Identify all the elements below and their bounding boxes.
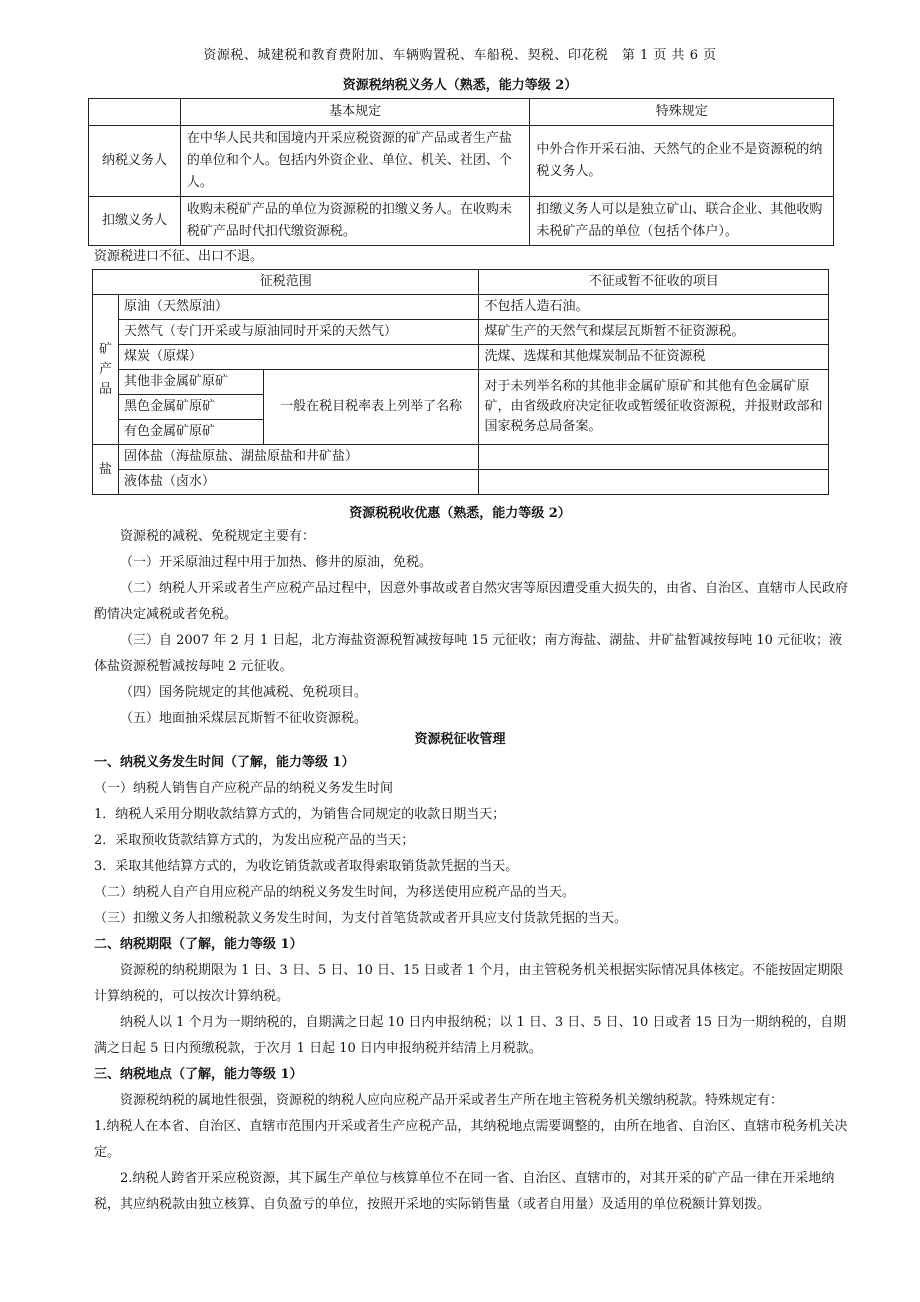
exempt-liquid-salt [479,470,829,495]
table-row [89,197,834,246]
scope-nonferrous: 有色金属矿原矿 [118,420,263,445]
paragraph: 资源税纳税的属地性很强，资源税的纳税人应向应税产品开采或者生产所在地主管税务机关缴纳税款。特殊规定有： [120,1093,784,1108]
section-title-taxpayer: 资源税纳税义务人（熟悉，能力等级 2） [342,78,578,93]
section-title-administration: 资源税征收管理 [414,732,506,747]
paragraph: （二）纳税人自产自用应税产品的纳税义务发生时间，为移送使用应税产品的当天。 [94,885,576,900]
group-salt: 盐 [93,445,119,495]
incentive-item: （三）自 2007 年 2 月 1 日起，北方海盐资源税暂减按每吨 15 元征收；南方海盐、湖盐、井矿盐暂减按每吨 10 元征收；液体盐资源税暂减按每吨 2 元征收。 [94,633,843,674]
paragraph: 资源税的纳税期限为 1 日、3 日、5 日、10 日、15 日或者 1 个月，由主管税务机关根据实际情况具体核定。不能按固定期限计算纳税的，可以按次计算纳税。 [94,963,844,1004]
page-header: 资源税、城建税和教育费附加、车辆购置税、车船税、契税、印花税 第 1 页 共 6 页 [203,48,717,63]
incentive-item: （四）国务院规定的其他减税、免税项目。 [120,685,368,700]
incentives-body [94,524,854,732]
header-scope: 征税范围 [93,270,479,295]
incentive-item: （五）地面抽采煤层瓦斯暂不征收资源税。 [120,711,368,726]
table-row [93,370,829,395]
subheading-tax-location: 三、纳税地点（了解，能力等级 1） [94,1067,303,1082]
scope-liquid-salt: 液体盐（卤水） [118,470,478,495]
exempt-solid-salt [479,445,829,470]
section-title-incentives: 资源税税收优惠（熟悉，能力等级 2） [349,506,571,521]
administration-body [94,750,854,1218]
subheading-obligation-time: 一、纳税义务发生时间（了解，能力等级 1） [94,755,355,770]
table-row [89,126,834,197]
exempt-oil: 不包括人造石油。 [479,295,829,320]
paragraph: 3．采取其他结算方式的，为收讫销货款或者取得索取销货款凭据的当天。 [94,859,519,874]
incentives-intro: 资源税的减税、免税规定主要有： [120,529,316,544]
exempt-gas: 煤矿生产的天然气和煤层瓦斯暂不征资源税。 [479,320,829,345]
table-header-row [93,270,829,295]
table-row [93,445,829,470]
special-cell: 扣缴义务人可以是独立矿山、联合企业、其他收购未税矿产品的单位（包括个体户）。 [530,197,834,246]
table-row [93,345,829,370]
header-exempt: 不征或暂不征收的项目 [479,270,829,295]
scope-gas: 天然气（专门开采或与原油同时开采的天然气） [118,320,478,345]
scope-coal: 煤炭（原煤） [118,345,478,370]
paragraph: 1.纳税人在本省、自治区、直辖市范围内开采或者生产应税产品，其纳税地点需要调整的，由所在地省、自治区、直辖市税务机关决定。 [94,1119,848,1160]
table-row [93,295,829,320]
table-row [93,470,829,495]
header-special: 特殊规定 [530,99,834,126]
paragraph: （一）纳税人销售自产应税产品的纳税义务发生时间 [94,781,394,796]
table-header-row [89,99,834,126]
scope-ferrous: 黑色金属矿原矿 [118,395,263,420]
group-mineral [93,295,119,445]
table-row [93,320,829,345]
scope-listed-note: 一般在税目税率表上列举了名称 [263,370,479,445]
basic-cell: 在中华人民共和国境内开采应税资源的矿产品或者生产盐的单位和个人。包括内外资企业、单位、机关、社团、个人。 [180,126,530,197]
paragraph: 纳税人以 1 个月为一期纳税的，自期满之日起 10 日内申报纳税；以 1 日、3 日、5 日、10 日或者 15 日为一期纳税的，自期满之日起 5 日内预缴税款，于次月 1 日起 10 日内申报纳税并结清上月税款。 [94,1015,847,1056]
paragraph: 2.纳税人跨省开采应税资源，其下属生产单位与核算单位不在同一省、自治区、直辖市的，对其开采的矿产品一律在开采地纳税，其应纳税款由独立核算、自负盈亏的单位，按照开采地的实际销售量（或者自用量）及适用的单位税额计算划拨。 [94,1171,835,1212]
scope-oil: 原油（天然原油） [118,295,478,320]
blank-cell [89,99,181,126]
exempt-coal: 洗煤、选煤和其他煤炭制品不征资源税 [479,345,829,370]
basic-cell: 收购未税矿产品的单位为资源税的扣缴义务人。在收购未税矿产品时代扣代缴资源税。 [180,197,530,246]
taxpayer-table [88,98,834,246]
row-label: 扣缴义务人 [89,197,181,246]
special-cell: 中外合作开采石油、天然气的企业不是资源税的纳税义务人。 [530,126,834,197]
import-note: 资源税进口不征、出口不退。 [94,249,264,264]
paragraph: 1．纳税人采用分期收款结算方式的，为销售合同规定的收款日期当天； [94,807,506,822]
group-mineral-label: 矿 产 品 [98,341,112,397]
tax-scope-table [92,269,829,495]
paragraph: 2．采取预收货款结算方式的，为发出应税产品的当天； [94,833,415,848]
incentive-item: （一）开采原油过程中用于加热、修井的原油，免税。 [120,555,433,570]
header-basic: 基本规定 [180,99,530,126]
scope-nonmetal: 其他非金属矿原矿 [118,370,263,395]
incentive-item: （二）纳税人开采或者生产应税产品过程中，因意外事故或者自然灾害等原因遭受重大损失的，由省、自治区、直辖市人民政府酌情决定减税或者免税。 [94,581,849,622]
subheading-tax-period: 二、纳税期限（了解，能力等级 1） [94,937,303,952]
paragraph: （三）扣缴义务人扣缴税款义务发生时间，为支付首笔货款或者开具应支付货款凭据的当天。 [94,911,628,926]
row-label: 纳税义务人 [89,126,181,197]
scope-solid-salt: 固体盐（海盐原盐、湖盐原盐和井矿盐） [118,445,478,470]
exempt-metal: 对于未列举名称的其他非金属矿原矿和其他有色金属矿原矿，由省级政府决定征收或暂缓征收资源税，并报财政部和国家税务总局备案。 [479,370,829,445]
